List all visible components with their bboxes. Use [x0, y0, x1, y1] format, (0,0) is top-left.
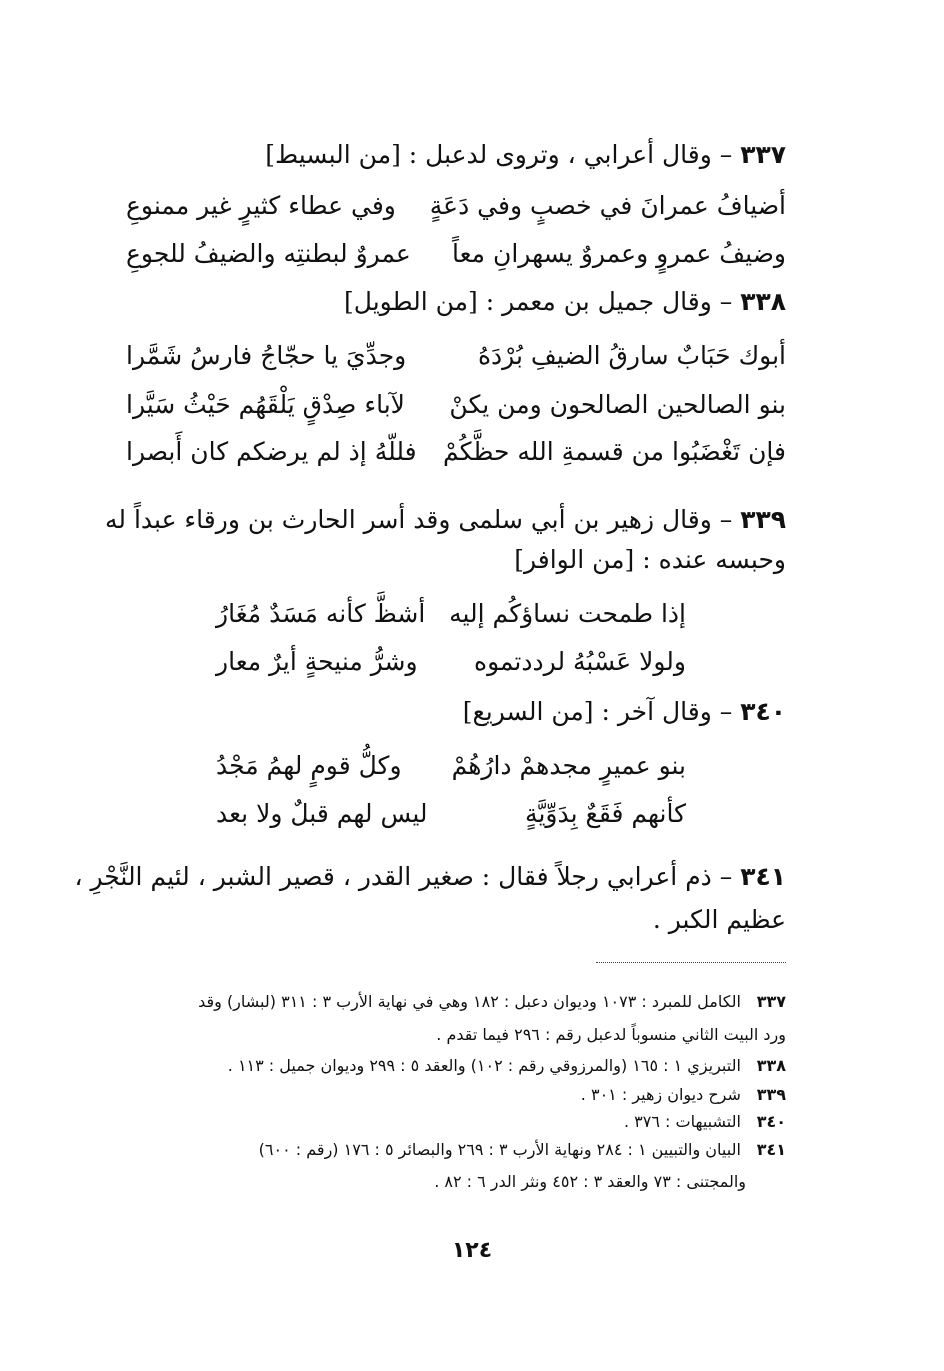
footnote-number: ٣٤١ [756, 1140, 786, 1159]
footnote-number: ٣٣٩ [756, 1085, 786, 1104]
verse-second-hemistich: ليس لهم قبلٌ ولا بعد [216, 799, 428, 828]
entry-339-heading [104, 503, 786, 537]
entry-341-text [74, 860, 786, 894]
entry-number: ٣٣٧ [740, 140, 786, 169]
verse-first-hemistich: ولولا عَسْبُهُ لرددتموه [473, 647, 686, 676]
verse-second-hemistich: عمروٌ لبطنتِه والضيفُ للجوعِ [126, 239, 411, 268]
entry-intro: – وقال جميل بن معمر : [من الطويل] [344, 287, 733, 316]
footnote [126, 1110, 786, 1134]
verse [126, 234, 786, 274]
footnote-text: والمجتنى : ٧٣ والعقد ٣ : ٤٥٢ ونثر الدر ٦ : ٨٢ . [434, 1172, 746, 1191]
verse-second-hemistich: وجدِّيَ يا حجّاجُ فارسُ شَمَّرا [126, 341, 407, 370]
verse-first-hemistich: بنو الصالحين الصالحون ومن يكنْ [449, 390, 786, 419]
footnote-text: ورد البيت الثاني منسوباً لدعبل رقم : ٢٩٦ فيما تقدم . [436, 1025, 786, 1044]
verse-first-hemistich: كأنهم فَقَعٌ بِدَوِّيَّةٍ [525, 799, 686, 828]
verse [216, 794, 686, 834]
verse [126, 336, 786, 376]
footnote-number: ٣٣٧ [756, 992, 786, 1011]
footnote-text: التبريزي ١ : ١٦٥ (والمرزوقي رقم : ١٠٢) والعقد ٥ : ٢٩٩ وديوان جميل : ١١٣ . [227, 1056, 741, 1075]
entry-intro: وحبسه عنده : [من الوافر] [514, 545, 786, 574]
footnote-text: التشبيهات : ٣٧٦ . [624, 1112, 741, 1131]
verse [216, 642, 686, 682]
footnote-number: ٣٤٠ [756, 1112, 786, 1131]
verse [216, 746, 686, 786]
entry-body: عظيم الكبر . [652, 905, 786, 934]
verse-second-hemistich: وكلُّ قومٍ لهمُ مَجْدُ [216, 751, 402, 780]
verse [216, 594, 686, 634]
entry-number: ٣٤٠ [740, 697, 786, 726]
entry-number: ٣٣٨ [740, 287, 786, 316]
footnote-text: الكامل للمبرد : ١٠٧٣ وديوان دعبل : ١٨٢ وهي في نهاية الأرب ٣ : ٣١١ (لبشار) وقد [198, 992, 741, 1011]
verse-second-hemistich: لآباء صِدْقٍ يَلْقَهُم حَيْثُ سَيَّرا [126, 390, 405, 419]
verse-first-hemistich: أبوك حَبَابٌ سارقُ الضيفِ بُرْدَهُ [477, 341, 786, 370]
footnote [126, 990, 786, 1014]
footnote-separator [596, 962, 786, 963]
entry-341-text-cont [150, 903, 786, 937]
verse [126, 186, 786, 226]
entry-339-heading-cont [150, 543, 786, 577]
entry-338-heading [150, 285, 786, 319]
verse-second-hemistich: أشظَّ كأنه مَسَدٌ مُغَارُ [216, 599, 426, 628]
entry-number: ٣٣٩ [740, 505, 786, 534]
footnote [126, 1138, 786, 1162]
entry-intro: – وقال زهير بن أبي سلمى وقد أسر الحارث بن ورقاء عبداً له [104, 505, 733, 534]
entry-intro: – وقال آخر : [من السريع] [462, 697, 733, 726]
verse-first-hemistich: فإن تَغْضَبُوا من قسمةِ الله حظَّكُمْ [443, 437, 786, 466]
verse-second-hemistich: فللّهُ إذ لم يرضكم كان أَبصرا [126, 437, 417, 466]
footnote-continuation [436, 1023, 786, 1047]
entry-body: – ذم أعرابي رجلاً فقال : صغير القدر ، قصير الشبر ، لئيم النَّجْرِ ، [74, 862, 733, 891]
verse [126, 432, 786, 472]
verse-first-hemistich: وضيفُ عمروٍ وعمروٌ يسهرانِ معاً [451, 239, 786, 268]
page-number: ١٢٤ [451, 1238, 493, 1263]
footnote-continuation [434, 1170, 746, 1194]
verse-first-hemistich: أضيافُ عمرانَ في خصبٍ وفي دَعَةٍ [429, 191, 786, 220]
entry-number: ٣٤١ [740, 862, 786, 891]
verse [126, 385, 786, 425]
footnote-number: ٣٣٨ [756, 1056, 786, 1075]
footnote [126, 1054, 786, 1078]
verse-first-hemistich: إذا طمحت نساؤكُم إليه [449, 599, 686, 628]
entry-337-heading [150, 138, 786, 172]
verse-second-hemistich: وفي عطاء كثيرٍ غير ممنوعِ [126, 191, 396, 220]
verse-second-hemistich: وشرُّ منيحةٍ أيرٌ معار [216, 647, 418, 676]
footnote-text: البيان والتبيين ١ : ٢٨٤ ونهاية الأرب ٣ : ٢٦٩ والبصائر ٥ : ١٧٦ (رقم : ٦٠٠) [258, 1140, 741, 1159]
entry-340-heading [150, 695, 786, 729]
entry-intro: – وقال أعرابي ، وتروى لدعبل : [من البسيط] [265, 140, 733, 169]
verse-first-hemistich: بنو عميرٍ مجدهمْ دارُهُمْ [451, 751, 686, 780]
footnote [126, 1083, 786, 1107]
footnote-text: شرح ديوان زهير : ٣٠١ . [580, 1085, 741, 1104]
